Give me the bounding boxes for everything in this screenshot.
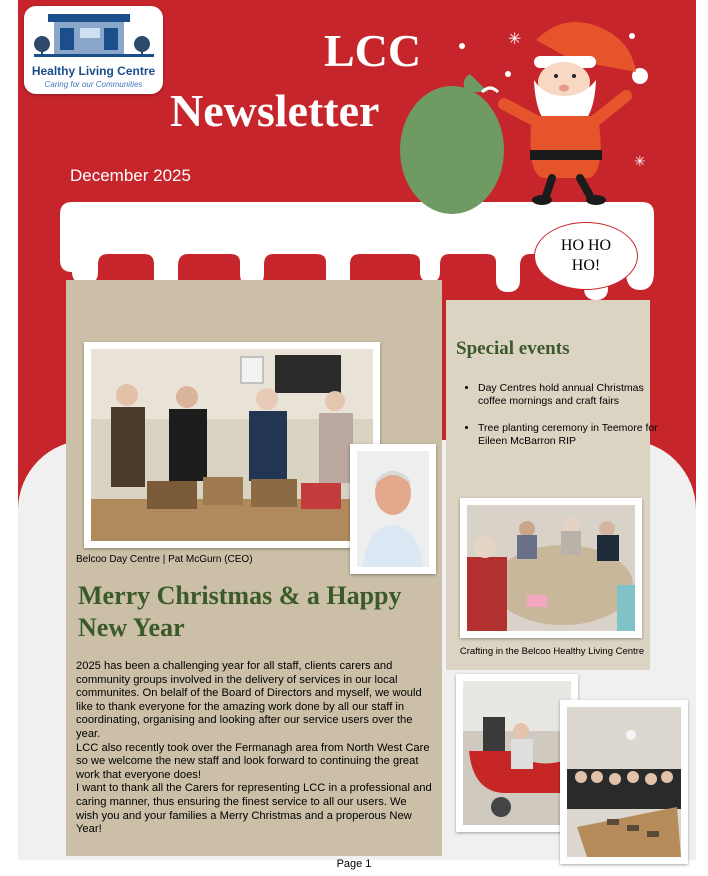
newsletter-title-line2: Newsletter [170, 85, 380, 136]
craft-table-photo [560, 700, 688, 864]
photo-caption-right: Crafting in the Belcoo Healthy Living Centre [459, 646, 645, 657]
body-paragraph: 2025 has been a challenging year for all staff, clients carers and community groups involved in the delivery of services in our local communites. On belalf of the Board of Directors and myself, we would like to thank everyone for the amazing work done by all our staff in coordinating, organising and looking after our service users over the year. [76, 660, 422, 740]
page-number: Page 1 [336, 858, 372, 870]
ceo-portrait-photo [350, 444, 436, 574]
group-photo [84, 342, 380, 548]
body-text [76, 660, 432, 837]
craft-table-photo-image [567, 707, 681, 857]
santa-claus-icon [396, 0, 656, 220]
event-item: • Day Centres hold annual Christmas coffee mornings and craft fairs [478, 382, 668, 408]
speech-bubble [534, 222, 638, 290]
event-item: • Tree planting ceremony in Teemore for Eileen McBarron RIP [478, 422, 668, 448]
special-events-list [456, 382, 668, 462]
greeting-heading: Merry Christmas & a Happy New Year [78, 581, 402, 642]
photo-caption-left: Belcoo Day Centre | Pat McGurn (CEO) [76, 554, 253, 565]
crafting-photo [460, 498, 642, 638]
logo-title: Healthy Living Centre [31, 64, 156, 78]
logo-tagline: Caring for our Communities [44, 80, 143, 89]
crafting-photo-image [467, 505, 635, 631]
svg-text:✳: ✳ [634, 154, 646, 170]
svg-text:✳: ✳ [508, 29, 522, 48]
speech-bubble-text: HO HO HO! [560, 237, 612, 274]
body-paragraph: I want to thank all the Carers for representing LCC in a professional and caring manner, thus ensuring the finest service to all our users. We wish you and your families a Merry Christmas and a properous New Year! [76, 782, 432, 836]
ceo-portrait-image [357, 451, 429, 567]
newsletter-title-line1: LCC [324, 25, 422, 76]
issue-date: December 2025 [70, 166, 191, 185]
body-paragraph: LCC also recently took over the Fermanagh area from North West Care so we welcome the new staff and look forward to continuing the great work that everyone does! [76, 741, 430, 781]
sleigh-photo-image [463, 681, 571, 825]
group-photo-image [91, 349, 373, 541]
special-events-heading: Special events [456, 338, 570, 359]
